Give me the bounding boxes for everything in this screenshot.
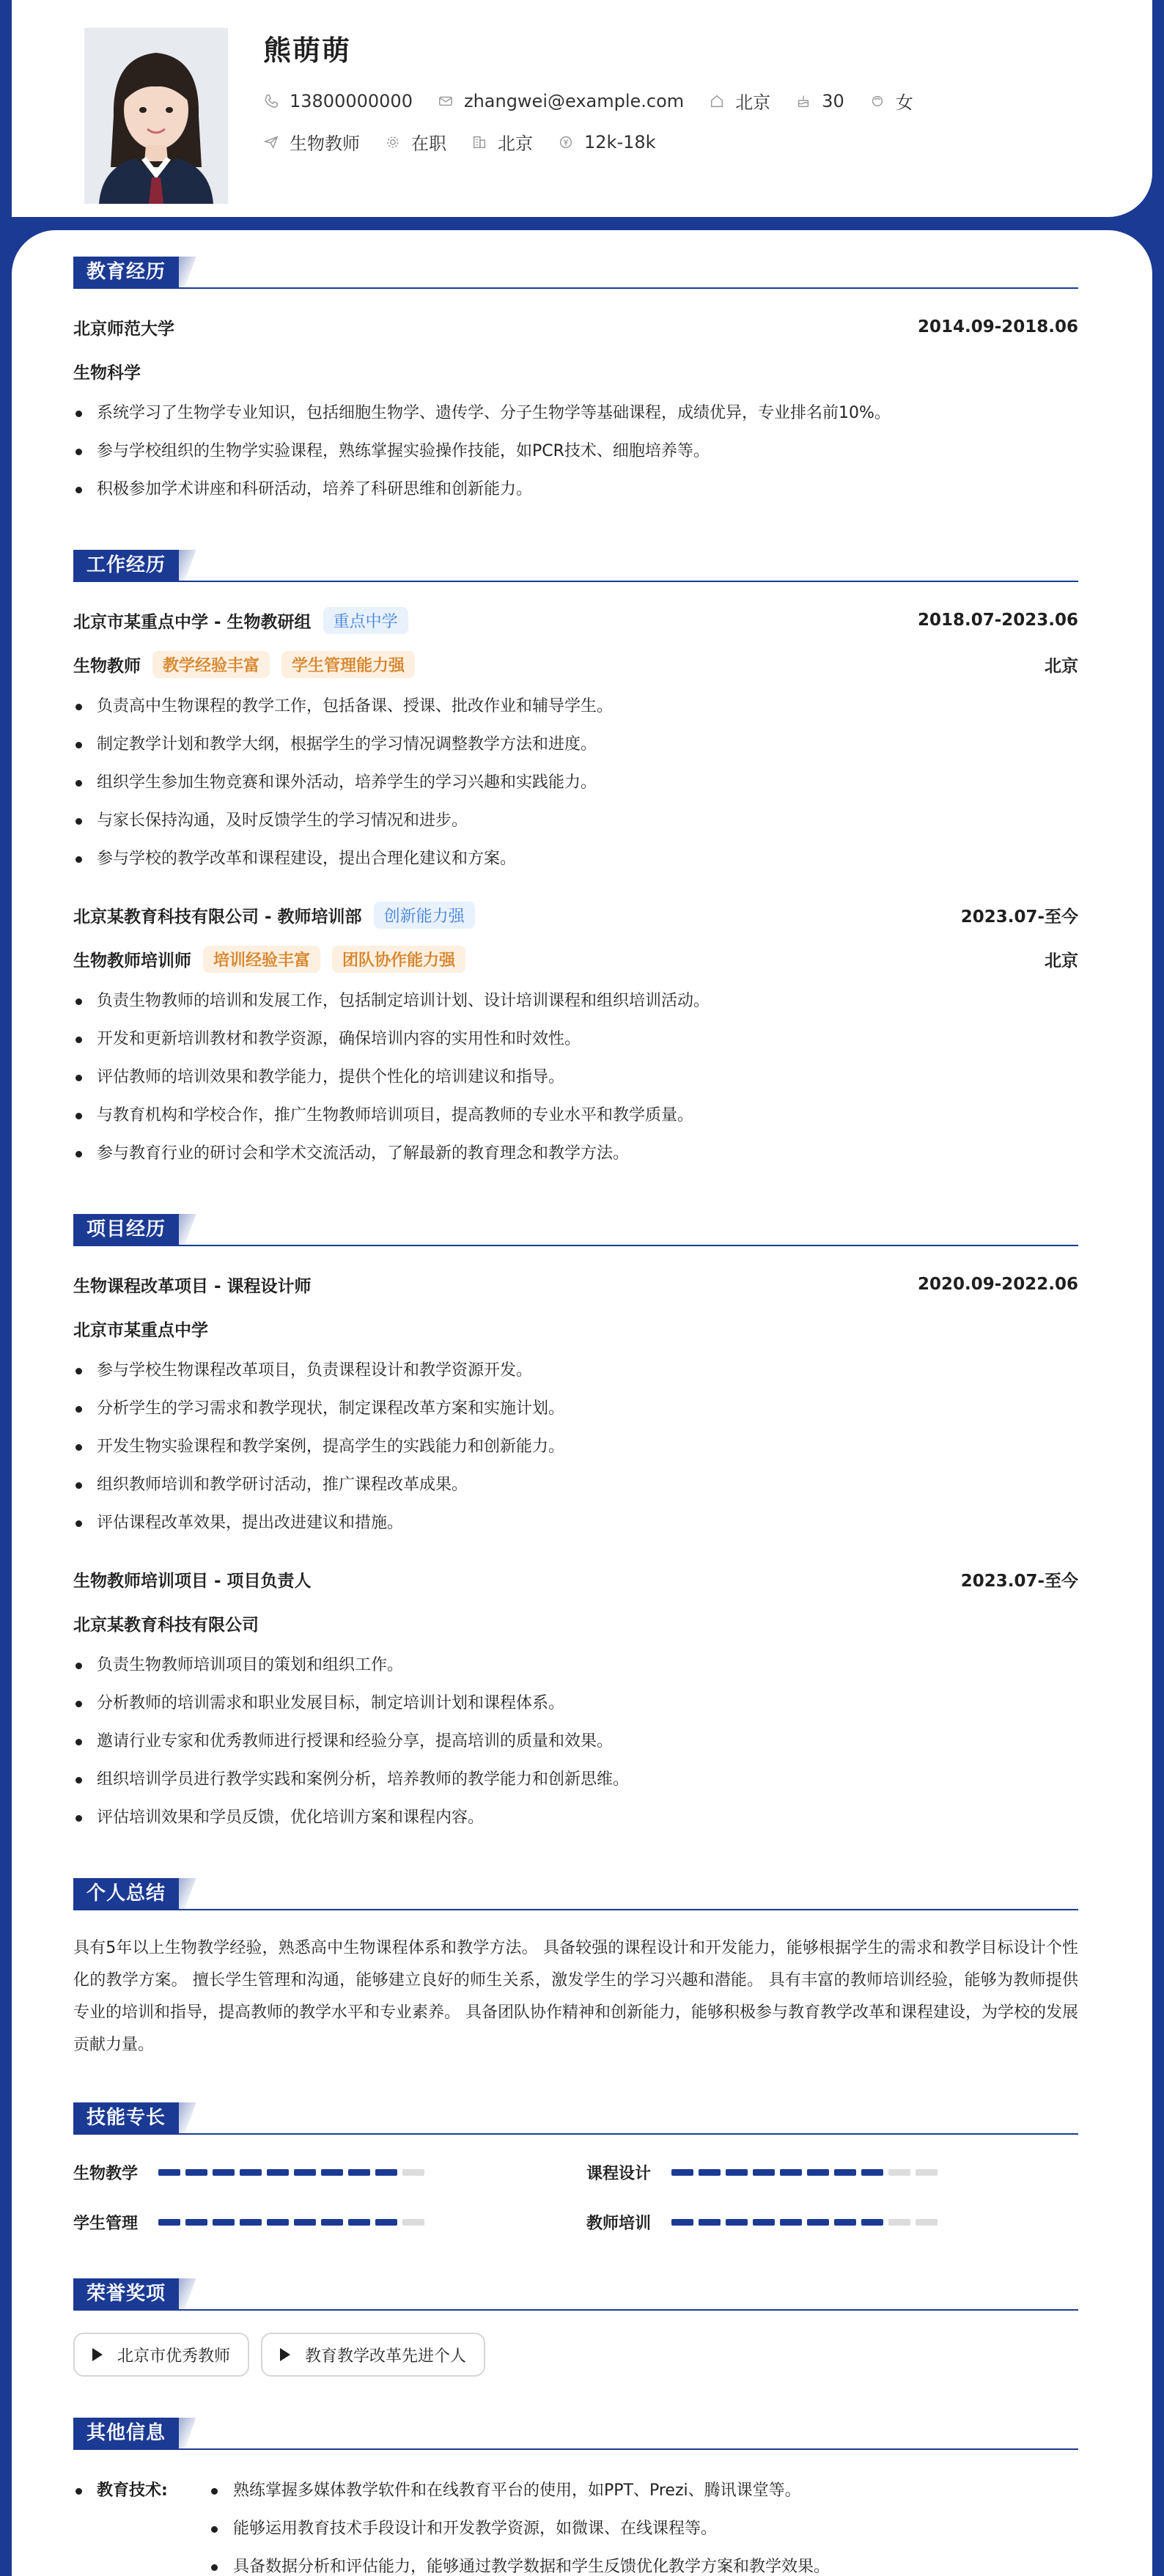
age-item (795, 91, 844, 111)
list-item: 参与教育行业的研讨会和学术交流活动，了解最新的教育理念和教学方法。 (73, 1135, 1078, 1173)
skill-level-segment (321, 2219, 343, 2226)
bullet-list (73, 1646, 1078, 1837)
target-city-item (471, 129, 533, 155)
list-item: 评估教师的培训效果和教学能力，提供个性化的培训建议和指导。 (73, 1059, 1078, 1097)
section-title-text: 荣誉奖项 (73, 2278, 179, 2309)
list-item: 与教育机构和学校合作，推广生物教师培训项目，提高教师的专业水平和教学质量。 (73, 1097, 1078, 1135)
skill-level-segment (240, 2219, 262, 2226)
skill-level-segment (861, 2219, 883, 2226)
project-org: 北京市某重点中学 (73, 1320, 208, 1340)
skill-level-bar (671, 2219, 943, 2226)
skill-level-segment (213, 2169, 235, 2176)
skill-level-segment (807, 2169, 829, 2176)
skill-level-segment (375, 2219, 397, 2226)
summary-text: 具有5年以上生物教学经验，熟悉高中生物课程体系和教学方法。 具备较强的课程设计和开发能力，能够根据学生的需求和教学目标设计个性化的教学方案。 擅长学生管理和沟通，能够建立良好的师生关系，激发学生的学习兴趣和潜能。 具有丰富的教师培训经验，能够为教师提供专业的培训和指导，提高教师的教学水平和专业素养。 具备团队协作精神和创新能力，能够积极参与教育教学改革和课程建设，为学校的发展贡献力量。 (73, 1939, 1078, 2054)
skill-level-segment (834, 2219, 856, 2226)
city-item (709, 88, 770, 114)
role-tag: 培训经验丰富 (203, 946, 320, 973)
skill-level-segment (185, 2169, 207, 2176)
gender-icon (869, 93, 885, 109)
award-label: 教育教学改革先进个人 (305, 2347, 467, 2366)
mail-icon (438, 93, 454, 109)
play-triangle-icon (280, 2348, 290, 2361)
skill-level-segment (185, 2219, 207, 2226)
project-title: 生物教师培训项目 - 项目负责人 (73, 1571, 312, 1591)
award-chip (261, 2333, 485, 2377)
list-item: 组织培训学员进行教学实践和案例分析，培养教师的教学能力和创新思维。 (73, 1761, 1078, 1799)
project-entry (73, 1268, 1078, 1542)
skill-level-segment (294, 2169, 316, 2176)
skill-level-bar (671, 2169, 943, 2176)
bullet-list (73, 1352, 1078, 1542)
skill-level-segment (699, 2219, 721, 2226)
skill-level-segment (294, 2219, 316, 2226)
list-item: 熟练掌握多媒体教学软件和在线教育平台的使用，如PPT、Prezi、腾讯课堂等。 (208, 2472, 830, 2510)
list-item: 评估培训效果和学员反馈，优化培训方案和课程内容。 (73, 1799, 1078, 1837)
job-intent-row (263, 129, 681, 155)
email-text: zhangwei@example.com (463, 90, 685, 111)
org-name: 北京某教育科技有限公司 - 教师培训部 (73, 907, 362, 927)
skill-level-segment (726, 2219, 748, 2226)
work-entry (73, 899, 1078, 1173)
section-work (73, 550, 1078, 582)
list-item: 制定教学计划和教学大纲，根据学生的学习情况调整教学方法和进度。 (73, 726, 1078, 764)
project-title: 生物课程改革项目 - 课程设计师 (73, 1276, 312, 1296)
skill-level-segment (402, 2219, 424, 2226)
phone-item (263, 91, 413, 111)
section-title-text: 项目经历 (73, 1214, 179, 1245)
target-city-text: 北京 (498, 133, 533, 154)
send-icon (263, 134, 279, 150)
other-info-label: 教育技术: (73, 2472, 208, 2576)
candidate-name: 熊萌萌 (263, 34, 352, 67)
status-text: 在职 (411, 133, 446, 154)
bullet-list (73, 394, 1078, 509)
work-entry (73, 604, 1078, 878)
award-label: 北京市优秀教师 (117, 2347, 231, 2366)
skill-level-segment (240, 2169, 262, 2176)
list-item: 参与学校组织的生物学实验课程，熟练掌握实验操作技能，如PCR技术、细胞培养等。 (73, 433, 1078, 471)
section-summary (73, 1878, 1078, 1910)
position-item (263, 129, 360, 155)
section-title-text: 工作经历 (73, 550, 179, 581)
skill-level-segment (916, 2169, 938, 2176)
list-item: 分析学生的学习需求和教学现状，制定课程改革方案和实施计划。 (73, 1390, 1078, 1428)
role: 生物教师培训师 (73, 951, 191, 971)
resume-body (12, 230, 1152, 2576)
list-item: 组织学生参加生物竞赛和课外活动，培养学生的学习兴趣和实践能力。 (73, 764, 1078, 802)
skill-name: 学生管理 (73, 2214, 139, 2233)
gear-icon (385, 134, 401, 150)
skill-level-segment (213, 2219, 235, 2226)
skill-level-segment (321, 2169, 343, 2176)
section-title-text: 其他信息 (73, 2418, 179, 2448)
role-tag: 学生管理能力强 (281, 651, 415, 678)
skill-item (586, 2207, 1099, 2237)
skill-level-segment (158, 2169, 180, 2176)
section-other (73, 2418, 1078, 2450)
skill-level-segment (267, 2169, 289, 2176)
contact-row (263, 88, 938, 114)
skill-level-segment (888, 2169, 910, 2176)
period: 2018.07-2023.06 (917, 611, 1078, 630)
list-item: 积极参加学术讲座和科研活动，培养了科研思维和创新能力。 (73, 471, 1078, 509)
role-tag: 教学经验丰富 (152, 651, 270, 678)
org-name: 北京市某重点中学 - 生物教研组 (73, 612, 312, 632)
skill-level-bar (158, 2219, 430, 2226)
skill-level-segment (267, 2219, 289, 2226)
bullet-list (73, 982, 1078, 1173)
gender-text: 女 (895, 92, 913, 113)
skill-item (73, 2157, 586, 2187)
profile-photo (84, 28, 228, 204)
skill-level-segment (753, 2169, 775, 2176)
location: 北京 (1045, 951, 1078, 971)
list-item: 组织教师培训和教学研讨活动，推广课程改革成果。 (73, 1466, 1078, 1504)
skill-item (586, 2157, 1099, 2187)
building-icon (471, 134, 487, 150)
location: 北京 (1045, 656, 1078, 676)
play-triangle-icon (92, 2348, 103, 2361)
cake-icon (795, 93, 811, 109)
bullet-list (73, 688, 1078, 878)
section-education (73, 257, 1078, 289)
skill-level-segment (671, 2219, 693, 2226)
home-icon (709, 93, 725, 109)
skill-name: 生物教学 (73, 2164, 139, 2183)
skill-level-segment (780, 2219, 802, 2226)
skill-level-segment (348, 2219, 370, 2226)
period: 2020.09-2022.06 (917, 1275, 1078, 1294)
skill-level-segment (753, 2219, 775, 2226)
list-item: 负责生物教师的培训和发展工作，包括制定培训计划、设计培训课程和组织培训活动。 (73, 982, 1078, 1020)
list-item: 负责高中生物课程的教学工作，包括备课、授课、批改作业和辅导学生。 (73, 688, 1078, 726)
skill-level-segment (807, 2219, 829, 2226)
skill-level-segment (861, 2169, 883, 2176)
section-title-text: 技能专长 (73, 2102, 179, 2133)
skill-level-segment (375, 2169, 397, 2176)
status-item (385, 129, 446, 155)
other-info-row (73, 2472, 1078, 2576)
skill-level-bar (158, 2169, 430, 2176)
role: 生物教师 (73, 656, 141, 676)
skill-level-segment (158, 2219, 180, 2226)
section-title-text: 教育经历 (73, 257, 179, 287)
skill-level-segment (916, 2219, 938, 2226)
award-chip (73, 2333, 249, 2377)
section-skills (73, 2102, 1078, 2135)
org-tag: 重点中学 (323, 607, 408, 634)
salary-item (558, 132, 656, 152)
list-item: 参与学校生物课程改革项目，负责课程设计和教学资源开发。 (73, 1352, 1078, 1390)
phone-icon (263, 93, 279, 109)
role-tag: 团队协作能力强 (332, 946, 465, 973)
skill-level-segment (699, 2169, 721, 2176)
skill-level-segment (888, 2219, 910, 2226)
school-name: 北京师范大学 (73, 319, 174, 339)
period: 2014.09-2018.06 (917, 317, 1078, 336)
salary-text: 12k-18k (584, 131, 656, 152)
list-item: 邀请行业专家和优秀教师进行授课和经验分享，提高培训的质量和效果。 (73, 1723, 1078, 1761)
age-text: 30 (822, 90, 844, 111)
skill-name: 课程设计 (586, 2164, 652, 2183)
project-entry (73, 1563, 1078, 1837)
skill-level-segment (726, 2169, 748, 2176)
phone-text: 13800000000 (290, 90, 413, 111)
skill-level-segment (780, 2169, 802, 2176)
org-tag: 创新能力强 (374, 902, 475, 929)
list-item: 具备数据分析和评估能力，能够通过教学数据和学生反馈优化教学方案和教学效果。 (208, 2548, 830, 2576)
list-item: 与家长保持沟通，及时反馈学生的学习情况和进步。 (73, 802, 1078, 840)
awards-list (73, 2333, 1078, 2377)
skill-level-segment (834, 2169, 856, 2176)
project-org: 北京某教育科技有限公司 (73, 1615, 259, 1635)
skill-item (73, 2207, 586, 2237)
skill-level-segment (671, 2169, 693, 2176)
position-text: 生物教师 (290, 133, 360, 154)
skill-level-segment (348, 2169, 370, 2176)
list-item: 开发和更新培训教材和教学资源，确保培训内容的实用性和时效性。 (73, 1020, 1078, 1059)
city-text: 北京 (735, 92, 771, 113)
list-item: 开发生物实验课程和教学案例，提高学生的实践能力和创新能力。 (73, 1428, 1078, 1466)
section-projects (73, 1214, 1078, 1246)
education-entry (73, 311, 1078, 509)
email-item (438, 91, 684, 111)
other-info-list (208, 2472, 830, 2576)
major: 生物科学 (73, 363, 141, 383)
money-icon (558, 134, 574, 150)
period: 2023.07-至今 (960, 1571, 1078, 1591)
list-item: 能够运用教育技术手段设计和开发教学资源，如微课、在线课程等。 (208, 2510, 830, 2548)
section-awards (73, 2278, 1078, 2311)
list-item: 评估课程改革效果，提出改进建议和措施。 (73, 1504, 1078, 1542)
list-item: 系统学习了生物学专业知识，包括细胞生物学、遗传学、分子生物学等基础课程，成绩优异，专业排名前10%。 (73, 394, 1078, 433)
list-item: 参与学校的教学改革和课程建设，提出合理化建议和方案。 (73, 840, 1078, 878)
skill-name: 教师培训 (586, 2214, 652, 2233)
skill-level-segment (402, 2169, 424, 2176)
section-title-text: 个人总结 (73, 1878, 179, 1909)
gender-item (869, 88, 913, 114)
list-item: 分析教师的培训需求和职业发展目标，制定培训计划和课程体系。 (73, 1685, 1078, 1723)
period: 2023.07-至今 (960, 907, 1078, 927)
profile-header (12, 0, 1152, 217)
list-item: 负责生物教师培训项目的策划和组织工作。 (73, 1646, 1078, 1685)
skills-grid (73, 2157, 1078, 2237)
